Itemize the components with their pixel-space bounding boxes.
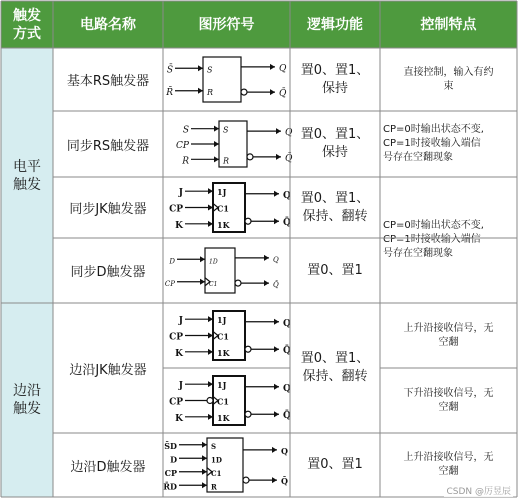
symbol-jk_edge_rise-output-1-line-arrowhead <box>274 319 279 325</box>
logic-function-1-line-1: 置0、置1、 <box>300 62 370 78</box>
symbol-rs_sync-input-1-label: S <box>182 125 189 136</box>
symbol-jk_edge_rise-input-1-label: J <box>178 316 183 327</box>
symbol-rs_sync-input-2-label: CP <box>176 141 189 151</box>
symbol-jk_edge_rise-input-3-label: K <box>175 348 183 359</box>
symbol-jk_edge_fall-input-2-pin: C1 <box>217 396 229 407</box>
symbol-d_edge-input-2-pin: 1D <box>211 455 222 465</box>
trigger-mode-1 <box>1 48 53 303</box>
symbol-jk_edge_fall-input-1-pin: 1J <box>217 380 227 391</box>
control-feature-2-line-3: 号存在空翻现象 <box>383 152 453 163</box>
header-logic <box>290 1 380 48</box>
logic-function-2 <box>290 111 380 177</box>
logic-function-6-line-1: 置0、置1 <box>307 457 363 472</box>
control-feature-3-line-3: 号存在空翻现象 <box>383 248 453 259</box>
control-feature-6-line-1: 上升沿接收信号，无 <box>403 452 494 463</box>
header-logic-line-1: 逻辑功能 <box>307 16 363 33</box>
symbol-jk_sync-input-1-label: J <box>178 188 183 199</box>
symbol-rs_basic-output-1-label: Q <box>279 63 287 74</box>
symbol-rs_sync-output-2-label: Q̄ <box>285 153 293 164</box>
symbol-d_edge-input-1-pin: S <box>211 441 217 451</box>
header-trigger-mode-line-2: 方式 <box>13 25 41 42</box>
symbol-jk_edge_rise-svg <box>163 303 290 368</box>
symbol-jk_sync-output-1-line-arrowhead <box>274 191 279 197</box>
symbol-rs_basic-output-2-line-arrowhead <box>270 89 275 95</box>
logic-function-3-line-1: 置0、置1、 <box>300 190 370 206</box>
symbol-d_edge-output-2-label: Q̄ <box>281 476 288 487</box>
symbol-rs_sync-input-3-pin: R <box>223 156 230 166</box>
trigger-mode-2-line-2: 触发 <box>13 401 41 417</box>
symbol-jk_sync-input-3-pin: 1K <box>217 219 230 230</box>
control-feature-1 <box>380 48 517 111</box>
symbol-rs_basic-input-2-pin: R <box>207 87 214 97</box>
symbol-d_sync-input-1-pin: 1D <box>209 258 218 266</box>
symbol-rs_basic-input-1-label: S̄ <box>166 65 173 76</box>
logic-function-3-line-2: 保持、翻转 <box>302 208 368 224</box>
symbol-d_edge-output-1-line-arrowhead <box>272 447 277 453</box>
symbol-d_edge-output-2-line-arrowhead <box>272 477 277 483</box>
symbol-d_edge-input-4-line-arrowhead <box>202 482 207 488</box>
symbol-rs_sync-output-2-line-arrowhead <box>276 154 281 160</box>
symbol-jk_edge_fall-output-1-label: Q <box>283 383 291 394</box>
symbol-rs_sync-output-1-label: Q <box>285 128 293 139</box>
header-symbol-line-1: 图形符号 <box>198 16 255 33</box>
symbol-rs_basic-input-1-line-arrowhead <box>198 65 203 71</box>
control-feature-5-line-1: 下升沿接收信号，无 <box>403 387 494 399</box>
trigger-mode-2-line-1: 边沿 <box>13 383 41 399</box>
symbol-d_edge-input-3-pin: C1 <box>211 468 222 478</box>
symbol-jk_edge_fall-input-3-pin: 1K <box>217 412 230 423</box>
symbol-d_sync-output-1-line-arrowhead <box>264 255 269 261</box>
trigger-mode-1-line-2: 触发 <box>13 176 41 193</box>
logic-function-6 <box>290 433 380 497</box>
symbol-rs_basic-output-2-bubble <box>241 89 247 95</box>
header-trigger-mode-line-1: 触发 <box>13 7 41 24</box>
symbol-d_sync-output-1-label: Q <box>273 255 279 264</box>
symbol-jk_edge_fall-output-1-line-arrowhead <box>274 384 279 390</box>
symbol-jk_edge_rise <box>163 303 290 368</box>
header-symbol <box>163 1 290 48</box>
symbol-jk_sync-input-2-pin: C1 <box>217 203 229 214</box>
logic-function-5 <box>290 303 380 433</box>
control-feature-3-line-2: CP=1时接收输入端信 <box>383 234 481 245</box>
symbol-d_edge-svg <box>163 433 290 497</box>
symbol-d_edge <box>163 433 290 497</box>
symbol-d_edge-output-2-bubble <box>243 477 249 483</box>
symbol-rs_sync-input-3-line-arrowhead <box>214 156 219 162</box>
symbol-jk_edge_fall <box>163 368 290 433</box>
circuit-name-6: 边沿D触发器 <box>70 459 146 475</box>
logic-function-3 <box>290 177 380 238</box>
symbol-d_sync-input-1-label: D <box>169 257 175 266</box>
symbol-d_edge-input-1-label: S̄D <box>164 440 177 451</box>
symbol-d_sync-input-1-line-arrowhead <box>200 256 205 262</box>
logic-function-5-line-1: 置0、置1、 <box>300 351 370 366</box>
logic-function-1-line-2: 保持 <box>321 80 348 96</box>
trigger-mode-2 <box>1 303 53 497</box>
symbol-jk_sync <box>163 177 290 238</box>
symbol-jk_sync-svg <box>163 177 290 238</box>
symbol-rs_sync-output-2-bubble <box>247 154 253 160</box>
control-feature-4 <box>380 303 517 368</box>
symbol-jk_edge_fall-output-2-label: Q̄ <box>283 411 291 422</box>
symbol-d_sync <box>163 238 290 303</box>
symbol-jk_edge_rise-input-2-pin: C1 <box>217 331 229 342</box>
symbol-jk_edge_fall-svg <box>163 368 290 433</box>
symbol-d_sync-output-2-bubble <box>235 280 241 286</box>
symbol-d_edge-input-3-line-arrowhead <box>202 469 207 475</box>
header-control-line-1: 控制特点 <box>420 16 477 33</box>
header-circuit-name-line-1: 电路名称 <box>80 16 136 33</box>
logic-function-4-line-1: 置0、置1 <box>307 262 363 278</box>
control-feature-2-line-2: CP=1时接收输入端信 <box>383 138 481 149</box>
control-feature-3-line-1: CP=0时输出状态不变, <box>383 220 484 231</box>
logic-function-1 <box>290 48 380 111</box>
symbol-d_sync-output-2-line-arrowhead <box>264 280 269 286</box>
symbol-rs_sync-input-3-label: R <box>182 156 189 167</box>
circuit-name-3: 同步JK触发器 <box>69 202 147 217</box>
circuit-name-1: 基本RS触发器 <box>66 74 150 89</box>
logic-function-5-line-2: 保持、翻转 <box>302 369 368 384</box>
symbol-jk_sync-input-1-pin: 1J <box>217 187 227 198</box>
symbol-rs_basic-input-2-label: R̄ <box>166 87 173 98</box>
control-feature-5 <box>380 368 517 433</box>
symbol-rs_basic-svg <box>163 48 290 111</box>
circuit-name-4: 同步D触发器 <box>70 265 146 280</box>
symbol-jk_edge_rise-input-2-label: CP <box>169 332 183 343</box>
symbol-rs_basic-output-2-label: Q̄ <box>279 89 287 100</box>
control-feature-1-line-2: 束 <box>443 80 454 92</box>
control-feature-2-line-1: CP=0时输出状态不变, <box>383 124 484 135</box>
symbol-d_sync-svg <box>163 238 290 303</box>
control-feature-5-line-2: 空翻 <box>438 401 459 413</box>
header-circuit-name <box>53 1 163 48</box>
symbol-rs_basic-output-1-line-arrowhead <box>270 64 275 70</box>
symbol-d_sync-output-2-label: Q̄ <box>273 281 279 290</box>
symbol-jk_edge_rise-output-1-label: Q <box>283 318 291 329</box>
symbol-jk_edge_fall-output-2-bubble <box>245 411 251 417</box>
symbol-jk_edge_rise-input-3-pin: 1K <box>217 347 230 358</box>
symbol-rs_basic-input-1-pin: S <box>207 65 213 75</box>
symbol-d_sync-input-2-label: CP <box>164 279 175 288</box>
trigger-mode-1-line-1: 电平 <box>13 158 41 175</box>
symbol-jk_edge_rise-output-2-bubble <box>245 346 251 352</box>
symbol-rs_sync-input-1-pin: S <box>223 125 229 135</box>
symbol-jk_sync-input-3-label: K <box>175 220 183 231</box>
symbol-d_edge-input-2-label: D <box>170 454 177 465</box>
control-feature-1-line-1: 直接控制，输入有约 <box>403 66 494 78</box>
symbol-d_edge-input-1-line-arrowhead <box>202 442 207 448</box>
symbol-jk_edge_fall-input-1-label: J <box>178 381 183 392</box>
symbol-jk_edge_fall-input-2-label: CP <box>169 397 183 408</box>
control-feature-4-line-2: 空翻 <box>438 336 459 348</box>
symbol-rs_basic <box>163 48 290 111</box>
control-feature-2 <box>380 111 517 177</box>
header-trigger-mode <box>1 1 53 48</box>
symbol-jk_sync-output-2-line-arrowhead <box>274 218 279 224</box>
circuit-name-2: 同步RS触发器 <box>66 138 150 154</box>
logic-function-4 <box>290 238 380 303</box>
symbol-rs_basic-input-2-line-arrowhead <box>198 88 203 94</box>
symbol-rs_sync-input-1-line-arrowhead <box>214 126 219 132</box>
symbol-d_edge-input-4-label: R̄D <box>163 481 177 492</box>
symbol-d_sync-input-2-line-arrowhead <box>200 279 205 285</box>
watermark: CSDN @厉昱辰 <box>444 484 513 497</box>
symbol-d_edge-input-3-label: CP <box>164 467 177 478</box>
symbol-rs_sync-output-1-line-arrowhead <box>276 128 281 134</box>
circuit-name-5: 边沿JK触发器 <box>69 362 147 378</box>
symbol-jk_sync-output-1-label: Q <box>283 190 291 201</box>
symbol-jk_edge_rise-output-2-label: Q̄ <box>283 346 291 357</box>
symbol-rs_sync-input-2-line-arrowhead <box>214 141 219 147</box>
control-feature-6-line-2: 空翻 <box>438 466 459 477</box>
symbol-d_edge-input-2-line-arrowhead <box>202 455 207 461</box>
symbol-d_edge-input-4-pin: R <box>211 482 217 492</box>
symbol-jk_edge_fall-input-3-label: K <box>175 413 183 424</box>
symbol-jk_sync-output-2-bubble <box>245 218 251 224</box>
symbol-jk_edge_rise-input-1-pin: 1J <box>217 315 227 326</box>
symbol-jk_edge_fall-output-2-line-arrowhead <box>274 411 279 417</box>
control-feature-4-line-1: 上升沿接收信号，无 <box>403 322 494 334</box>
symbol-d_edge-output-1-label: Q <box>281 445 288 456</box>
symbol-jk_sync-input-2-label: CP <box>169 204 183 215</box>
symbol-jk_sync-output-2-label: Q̄ <box>283 218 291 229</box>
symbol-rs_sync <box>163 111 293 177</box>
symbol-d_sync-input-2-pin: C1 <box>209 280 218 288</box>
symbol-jk_edge_rise-output-2-line-arrowhead <box>274 346 279 352</box>
logic-function-2-line-2: 保持 <box>321 145 348 160</box>
control-feature-3 <box>380 177 517 303</box>
logic-function-2-line-1: 置0、置1、 <box>300 127 370 142</box>
symbol-jk_edge_fall-input-2-invert-bubble <box>207 398 213 404</box>
header-control <box>380 1 517 48</box>
symbol-rs_sync-svg <box>163 111 293 177</box>
